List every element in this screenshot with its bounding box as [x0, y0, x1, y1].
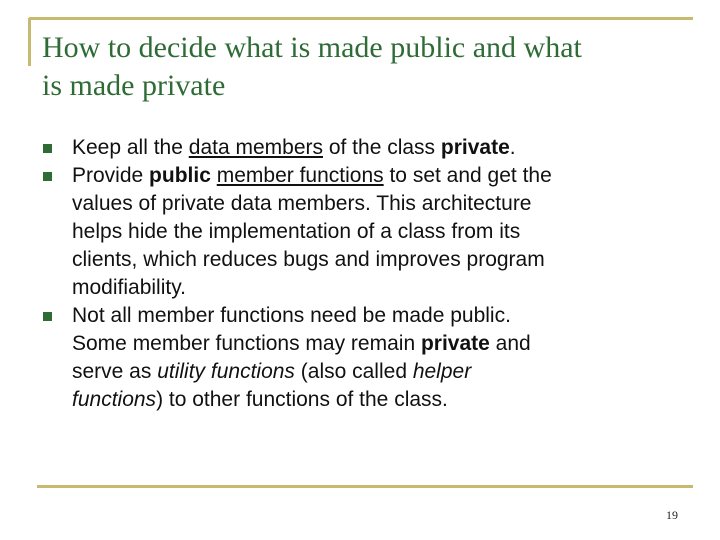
text-span: . — [509, 136, 516, 159]
bold-term-public: public — [149, 164, 211, 187]
text-span: ) to other functions of the class. — [156, 388, 448, 411]
bottom-accent-line — [37, 485, 693, 488]
bullet-item-2 — [0, 162, 672, 302]
bullet-3-line-1: Not all member functions need be made public. — [72, 304, 511, 327]
slide-title-line-2: is made private — [42, 69, 226, 102]
underlined-term-data-members: data members — [188, 136, 323, 159]
bullet-list — [0, 134, 720, 414]
underlined-term-member-functions: member functions — [216, 164, 384, 187]
text-span: Provide — [72, 164, 150, 187]
bullet-item-1 — [0, 134, 672, 162]
bullet-3-line-3 — [72, 358, 672, 386]
text-span: serve as — [72, 360, 158, 383]
text-span: Some member functions may remain — [72, 332, 421, 355]
square-bullet-icon — [43, 172, 52, 181]
bullet-3-line-2 — [72, 330, 672, 358]
bullet-1-line-1 — [72, 134, 672, 162]
bullet-item-3 — [0, 302, 672, 414]
slide-title — [42, 29, 682, 105]
square-bullet-icon — [43, 312, 52, 321]
bold-term-private: private — [420, 332, 490, 355]
page-number: 19 — [666, 508, 678, 522]
text-span: to set and get the — [383, 164, 552, 187]
square-bullet-icon — [43, 144, 52, 153]
bullet-2-line-4: clients, which reduces bugs and improves program — [72, 248, 545, 271]
bullet-2-line-5: modifiability. — [72, 276, 186, 299]
italic-term-functions: functions — [72, 388, 157, 411]
bullet-3-line-4 — [72, 386, 672, 414]
bullet-2-line-2: values of private data members. This architecture — [72, 192, 532, 215]
italic-term-helper: helper — [412, 360, 472, 383]
top-accent-line — [29, 17, 693, 20]
italic-term-utility-functions: utility functions — [157, 360, 295, 383]
text-span: Keep all the — [72, 136, 189, 159]
bullet-2-line-3: helps hide the implementation of a class from its — [72, 220, 521, 243]
text-span: (also called — [294, 360, 413, 383]
slide-title-line-1: How to decide what is made public and what — [42, 31, 582, 64]
text-span: and — [489, 332, 531, 355]
bold-term-private: private — [440, 136, 510, 159]
bullet-2-line-1 — [72, 162, 672, 190]
text-span: of the class — [323, 136, 441, 159]
left-accent-bar — [28, 18, 31, 66]
